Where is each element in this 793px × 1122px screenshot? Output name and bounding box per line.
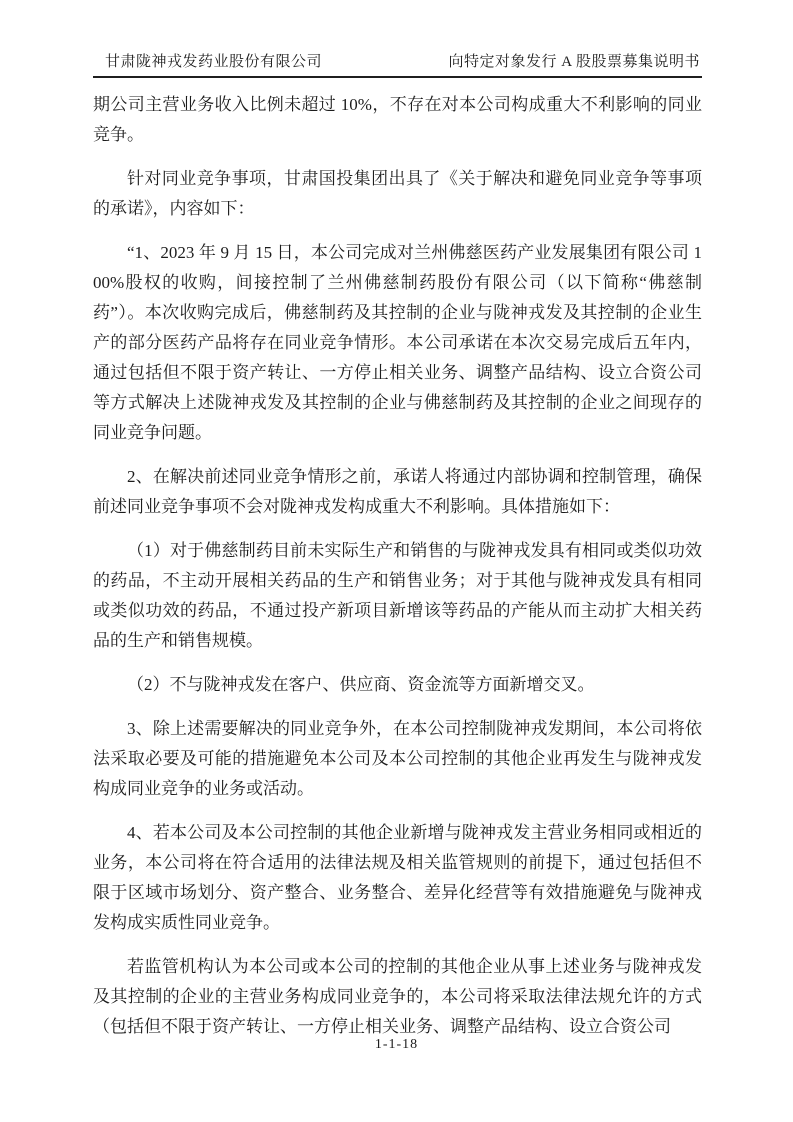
paragraph: 3、除上述需要解决的同业竞争外，在本公司控制陇神戎发期间，本公司将依法采取必要及可能的措施避免本公司及本公司控制的其他企业再发生与陇神戎发构成同业竞争的业务或活动。: [93, 719, 702, 798]
paragraph: 4、若本公司及本公司控制的其他企业新增与陇神戎发主营业务相同或相近的业务，本公司将在符合适用的法律法规及相关监管规则的前提下，通过包括但不限于区域市场划分、资产整合、业务整合、差异化经营等有效措施避免与陇神戎发构成实质性同业竞争。: [93, 823, 702, 932]
page-footer: [0, 1037, 793, 1053]
paragraph: 期公司主营业务收入比例未超过 10%，不存在对本公司构成重大不利影响的同业竞争。: [93, 95, 702, 144]
paragraph: （2）不与陇神戎发在客户、供应商、资金流等方面新增交叉。: [127, 675, 595, 694]
page-number: 1-1-18: [374, 1037, 419, 1052]
paragraph: 2、在解决前述同业竞争情形之前，承诺人将通过内部协调和控制管理，确保前述同业竞争事项不会对陇神戎发构成重大不利影响。具体措施如下：: [93, 467, 702, 516]
paragraph: 若监管机构认为本公司或本公司的控制的其他企业从事上述业务与陇神戎发及其控制的企业的主营业务构成同业竞争的，本公司将采取法律法规允许的方式（包括但不限于资产转让、一方停止相关业务、调整产品结构、设立合资公司: [93, 957, 702, 1036]
header-company-name: 甘肃陇神戎发药业股份有限公司: [105, 54, 323, 70]
document-body: [93, 90, 702, 1056]
page-header: [93, 0, 702, 78]
header-document-title: 向特定对象发行 A 股股票募集说明书: [448, 54, 700, 70]
paragraph: “1、2023 年 9 月 15 日，本公司完成对兰州佛慈医药产业发展集团有限公司 100%股权的收购，间接控制了兰州佛慈制药股份有限公司（以下简称“佛慈制药”）。本次收购完成后，佛慈制药及其控制的企业与陇神戎发及其控制的企业生产的部分医药产品将存在同业竞争情形。本公司承诺在本次交易完成后五年内，通过包括但不限于资产转让、一方停止相关业务、调整产品结构、设立合资公司等方式解决上述陇神戎发及其控制的企业与佛慈制药及其控制的企业之间现存的同业竞争问题。: [93, 243, 702, 442]
paragraph: 针对同业竞争事项，甘肃国投集团出具了《关于解决和避免同业竞争等事项的承诺》，内容如下：: [93, 169, 702, 218]
paragraph: （1）对于佛慈制药目前未实际生产和销售的与陇神戎发具有相同或类似功效的药品，不主动开展相关药品的生产和销售业务；对于其他与陇神戎发具有相同或类似功效的药品，不通过投产新项目新增该等药品的产能从而主动扩大相关药品的生产和销售规模。: [93, 541, 702, 650]
